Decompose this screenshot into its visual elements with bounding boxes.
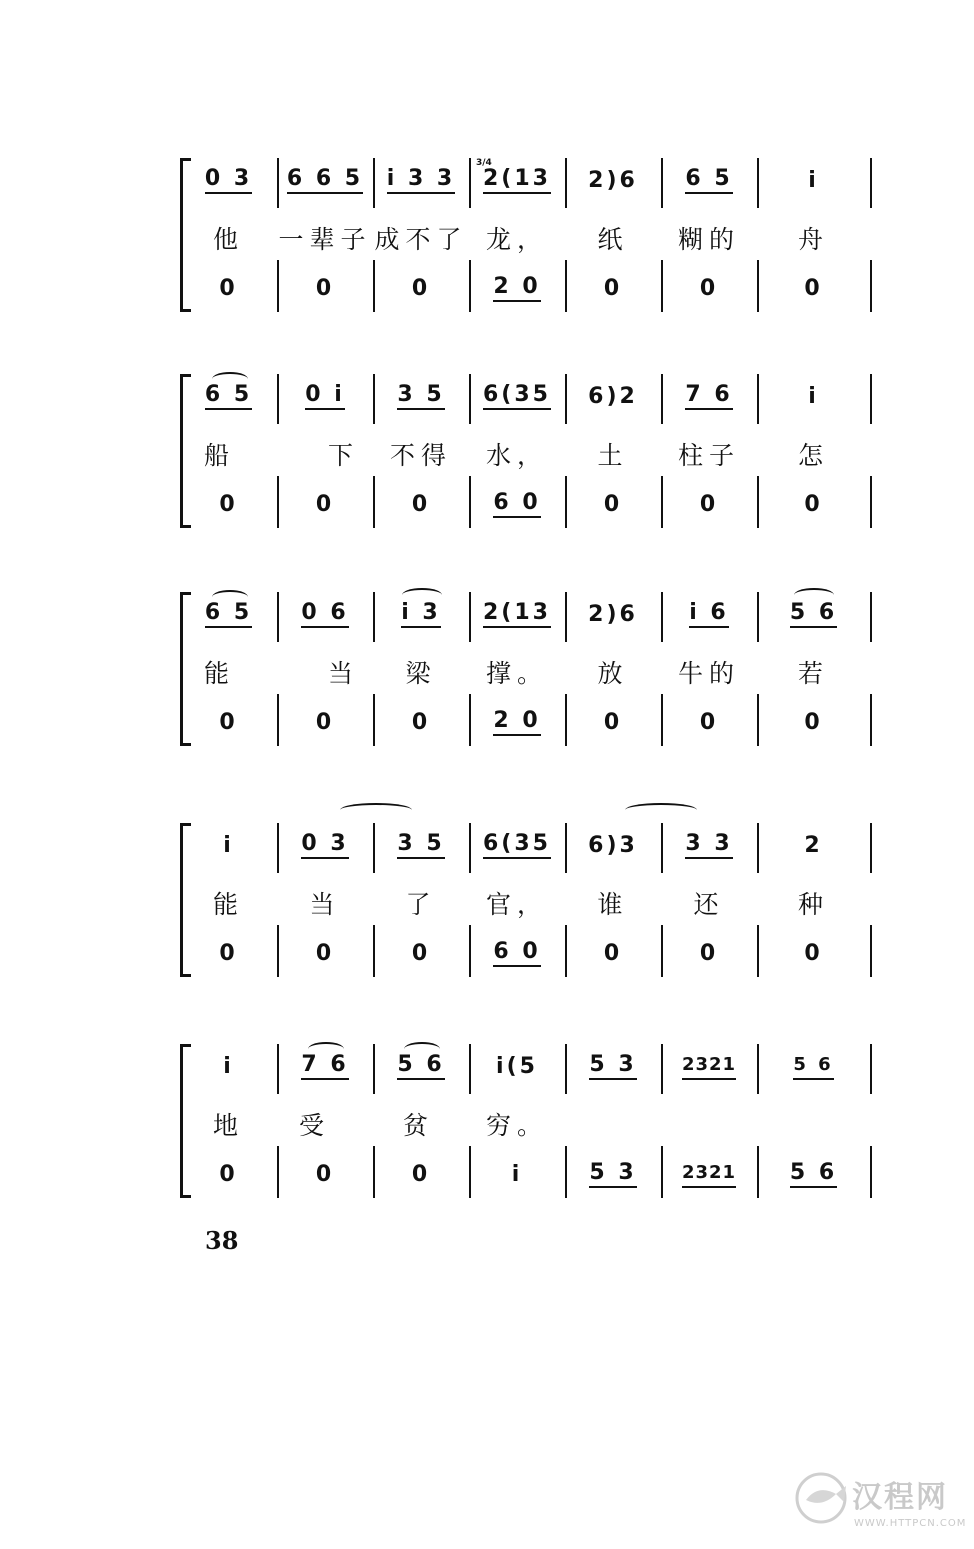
note-group: 2321 bbox=[682, 1161, 736, 1188]
score-system-4 bbox=[180, 825, 875, 975]
lyric: 怎 bbox=[797, 441, 829, 470]
lyric: 糊的 bbox=[677, 225, 740, 254]
lyric: 纸 bbox=[597, 225, 629, 254]
note-group: 0 bbox=[603, 491, 623, 517]
lyric: 龙， bbox=[485, 225, 548, 254]
lyric: 若 bbox=[797, 659, 829, 688]
lyric: 地 bbox=[212, 1111, 244, 1140]
lyric: 不得 bbox=[389, 441, 452, 470]
lower-part-row bbox=[180, 268, 875, 310]
note-group: 0 bbox=[804, 491, 823, 517]
note-group: 0 bbox=[315, 940, 335, 966]
note-group: 0 bbox=[219, 709, 238, 735]
note-group: 6 6 5 bbox=[287, 167, 363, 194]
lyric: 了 bbox=[405, 890, 437, 919]
note-group: 0 bbox=[219, 275, 238, 301]
fish-logo-icon bbox=[792, 1464, 850, 1530]
lyrics-row bbox=[180, 218, 875, 258]
note-group: 6 5 bbox=[205, 383, 252, 410]
note-group: 0 bbox=[411, 275, 431, 301]
note-group: 5 6 bbox=[397, 1053, 444, 1080]
note-group: 3 5 bbox=[397, 832, 444, 859]
lyric: 一辈子 bbox=[278, 225, 372, 254]
note-group: i bbox=[511, 1161, 523, 1187]
note-group: 7 6 bbox=[301, 1053, 348, 1080]
lyrics-row bbox=[180, 434, 875, 474]
note-group: 0 bbox=[804, 709, 823, 735]
watermark-url: WWW.HTTPCN.COM bbox=[854, 1518, 967, 1529]
lower-part-row bbox=[180, 702, 875, 744]
watermark-title: 汉程网 bbox=[852, 1480, 948, 1515]
note-group: 5 3 bbox=[589, 1161, 636, 1188]
note-group: 6)2 bbox=[588, 383, 638, 409]
note-group: 6(35 bbox=[483, 383, 551, 410]
lyric: 他 bbox=[212, 225, 244, 254]
note-group: 0 bbox=[219, 491, 238, 517]
lyrics-row bbox=[180, 652, 875, 692]
note-group: i bbox=[223, 832, 234, 858]
note-group: 0 bbox=[219, 940, 238, 966]
note-group: i 6 bbox=[689, 601, 729, 628]
note-group: i bbox=[808, 167, 819, 193]
lyric: 贫 bbox=[403, 1111, 435, 1140]
note-group: 2)6 bbox=[588, 601, 638, 627]
note-group: 0 bbox=[315, 1161, 335, 1187]
note-group: 0 bbox=[699, 940, 719, 966]
note-group: 6)3 bbox=[588, 832, 638, 858]
score-system-3 bbox=[180, 594, 875, 744]
lyric: 能 bbox=[204, 659, 236, 688]
note-group: 6 5 bbox=[205, 601, 252, 628]
lyric: 牛的 bbox=[677, 659, 740, 688]
note-group: 0 bbox=[411, 491, 431, 517]
lyric: 水， bbox=[485, 441, 548, 470]
note-group: 0 bbox=[411, 1161, 431, 1187]
lyric: 撑。 bbox=[485, 659, 548, 688]
lyric: 柱子 bbox=[677, 441, 740, 470]
note-group: 5 6 bbox=[793, 1053, 833, 1080]
lyric: 当 bbox=[309, 890, 341, 919]
note-group: 6 0 bbox=[493, 940, 540, 967]
note-group: i 3 bbox=[401, 601, 441, 628]
note-group: 0 bbox=[603, 940, 623, 966]
melody-row bbox=[180, 594, 875, 634]
note-group: 0 bbox=[603, 709, 623, 735]
note-group: 2 bbox=[804, 832, 823, 858]
page-number: 38 bbox=[205, 1226, 239, 1255]
note-group: 3 3 bbox=[685, 832, 732, 859]
watermark bbox=[792, 1460, 967, 1540]
slur bbox=[625, 803, 697, 817]
note-group: i bbox=[223, 1053, 234, 1079]
lyric: 舟 bbox=[797, 225, 829, 254]
lyric: 官， bbox=[485, 890, 548, 919]
note-group: 2(13 bbox=[483, 601, 551, 628]
note-group: 0 bbox=[315, 709, 335, 735]
lyrics-row bbox=[180, 883, 875, 923]
slur bbox=[340, 803, 412, 817]
note-group: 5 6 bbox=[790, 601, 837, 628]
lower-part-row bbox=[180, 1154, 875, 1196]
note-group: 2 0 bbox=[493, 709, 540, 736]
note-group: 0 bbox=[699, 275, 719, 301]
lyric: 谁 bbox=[597, 890, 629, 919]
note-group: 2 0 bbox=[493, 275, 540, 302]
melody-row bbox=[180, 376, 875, 416]
lyric: 种 bbox=[797, 890, 829, 919]
note-group: 6(35 bbox=[483, 832, 551, 859]
note-group: 0 3 bbox=[301, 832, 348, 859]
melody-row bbox=[180, 160, 875, 200]
note-group: i 3 3 bbox=[387, 167, 455, 194]
melody-row bbox=[180, 825, 875, 865]
note-group: 0 bbox=[219, 1161, 238, 1187]
note-group: 5 6 bbox=[790, 1161, 837, 1188]
note-group: 6 5 bbox=[685, 167, 732, 194]
note-group: 7 6 bbox=[685, 383, 732, 410]
lyric: 梁 bbox=[405, 659, 437, 688]
lower-part-row bbox=[180, 484, 875, 526]
lyric: 当 bbox=[327, 659, 359, 688]
note-group: 3 5 bbox=[397, 383, 444, 410]
lyrics-row bbox=[180, 1104, 875, 1144]
lyric: 下 bbox=[327, 441, 359, 470]
lyric: 还 bbox=[693, 890, 725, 919]
note-group: 5 3 bbox=[589, 1053, 636, 1080]
note-group: 0 bbox=[699, 491, 719, 517]
lyric: 成不了 bbox=[374, 225, 468, 254]
lyric: 受 bbox=[299, 1111, 331, 1140]
lyric: 船 bbox=[204, 441, 236, 470]
score-system-2 bbox=[180, 376, 875, 526]
note-group: 0 bbox=[603, 275, 623, 301]
lyric: 土 bbox=[597, 441, 629, 470]
score-system-5 bbox=[180, 1046, 875, 1196]
lower-part-row bbox=[180, 933, 875, 975]
lyric: 放 bbox=[597, 659, 629, 688]
note-group: 0 i bbox=[305, 383, 345, 410]
lyric: 能 bbox=[212, 890, 244, 919]
note-group: 2)6 bbox=[588, 167, 638, 193]
note-group: 0 bbox=[411, 940, 431, 966]
note-group: 6 0 bbox=[493, 491, 540, 518]
melody-row bbox=[180, 1046, 875, 1086]
score-system-1 bbox=[180, 160, 875, 310]
note-group: 0 bbox=[411, 709, 431, 735]
note-group: 2(13 bbox=[483, 167, 551, 194]
note-group: 0 6 bbox=[301, 601, 348, 628]
note-group: 2321 bbox=[682, 1053, 736, 1080]
note-group: 0 bbox=[315, 491, 335, 517]
note-group: i bbox=[808, 383, 819, 409]
note-group: 0 bbox=[699, 709, 719, 735]
lyric: 穷。 bbox=[485, 1111, 548, 1140]
note-group: 0 bbox=[804, 275, 823, 301]
note-group: 0 bbox=[804, 940, 823, 966]
note-group: 0 bbox=[315, 275, 335, 301]
note-group: i(5 bbox=[496, 1053, 538, 1079]
note-group: 0 3 bbox=[205, 167, 252, 194]
time-signature: 3/4 bbox=[476, 158, 492, 168]
